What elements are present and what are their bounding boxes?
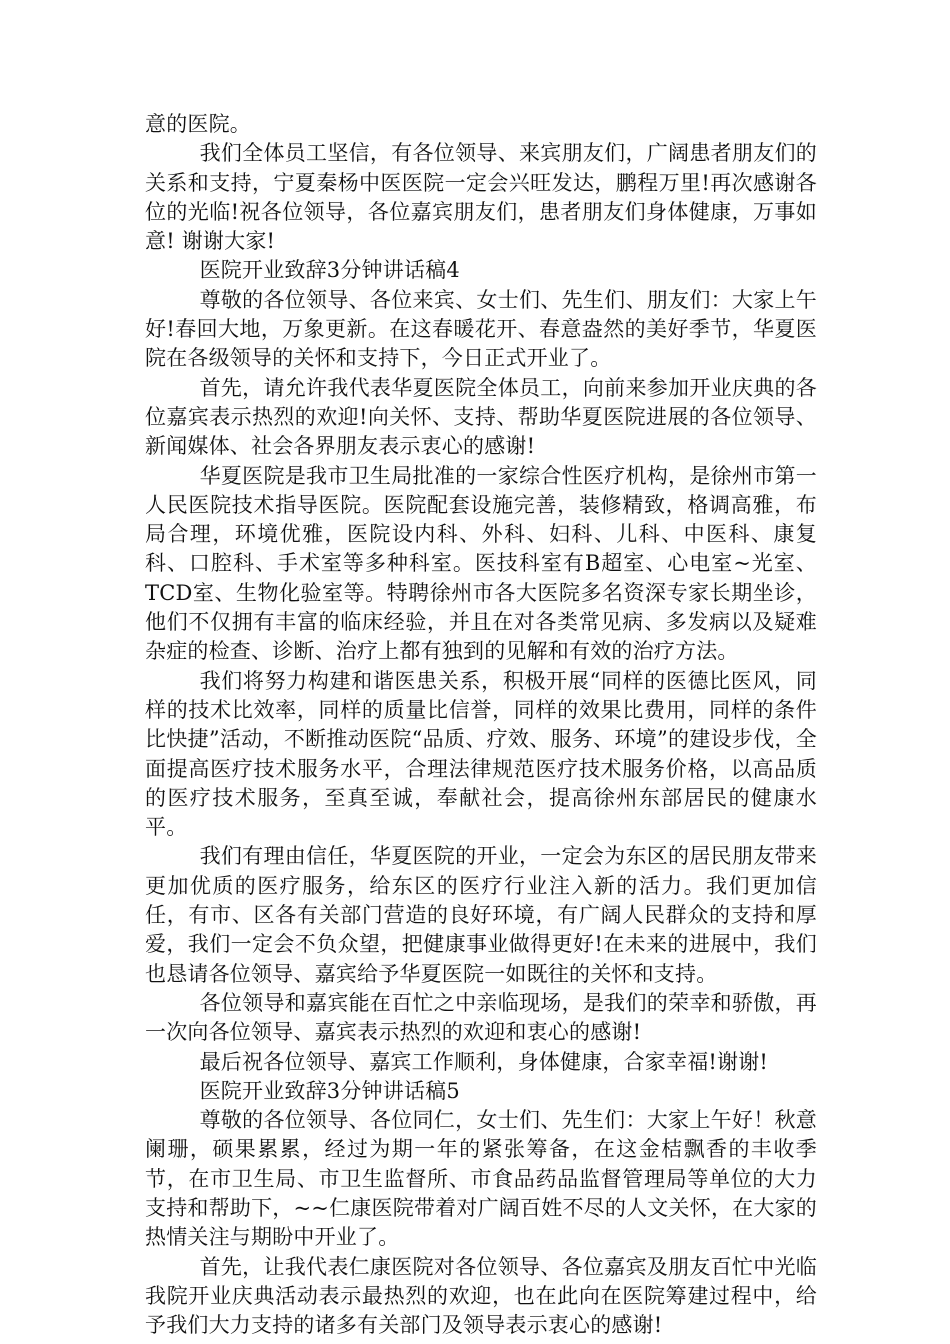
paragraph-greeting-5: 尊敬的各位领导、各位同仁，女士们、先生们：大家上午好！秋意阑珊，硕果累累，经过为期一年的紧张筹备，在这金桔飘香的丰收季节，在市卫生局、市卫生监督所、市食品药品监督管理局等单位的大力支持和帮助下，~~仁康医院带着对广阔百姓不尽的人文关怀，在大家的热情关注与期盼中开业了。 (145, 1108, 817, 1250)
section-heading-4: 医院开业致辞3分钟讲话稿4 (199, 258, 460, 283)
paragraph-confidence: 我们有理由信任，华夏医院的开业，一定会为东区的居民朋友带来更加优质的医疗服务，给东区的医疗行业注入新的活力。我们更加信任，有市、区各有关部门营造的良好环境，有广阔人民群众的支持和厚爱，我们一定会不负众望，把健康事业做得更好!在未来的进展中，我们也恳请各位领导、嘉宾给予华夏医院一如既往的关怀和支持。 (145, 844, 817, 986)
paragraph-closing-thanks: 我们全体员工坚信，有各位领导、来宾朋友们，广阔患者朋友们的关系和支持，宁夏秦杨中医医院一定会兴旺发达，鹏程万里!再次感谢各位的光临!祝各位领导，各位嘉宾朋友们，患者朋友们身体健康，万事如意! 谢谢大家! (145, 141, 817, 254)
paragraph-hospital-intro: 华夏医院是我市卫生局批准的一家综合性医疗机构，是徐州市第一人民医院技术指导医院。医院配套设施完善，装修精致，格调高雅，布局合理，环境优雅，医院设内科、外科、妇科、儿科、中医科、康复科、口腔科、手术室等多种科室。医技科室有B超室、心电室~光室、TCD室、生物化验室等。特聘徐州市各大医院多名资深专家长期坐诊，他们不仅拥有丰富的临床经验，并且在对各类常见病、多发病以及疑难杂症的检查、诊断、治疗上都有独到的见解和有效的治疗方法。 (145, 463, 817, 664)
paragraph-welcome-4: 首先，请允许我代表华夏医院全体员工，向前来参加开业庆典的各位嘉宾表示热烈的欢迎!向关怀、支持、帮助华夏医院进展的各位领导、新闻媒体、社会各界朋友表示衷心的感谢! (145, 375, 817, 459)
paragraph-continuation: 意的医院。 (145, 112, 251, 136)
paragraph-commitment: 我们将努力构建和谐医患关系，积极开展“同样的医德比医风，同样的技术比效率，同样的质量比信誉，同样的效果比费用，同样的条件比快捷”活动，不断推动医院“品质、疗效、服务、环境”的建设步伐，全面提高医疗技术服务水平，合理法律规范医疗技术服务价格，以高品质的医疗技术服务，至真至诚，奉献社会，提高徐州东部居民的健康水平。 (145, 668, 817, 840)
paragraph-gratitude: 各位领导和嘉宾能在百忙之中亲临现场，是我们的荣幸和骄傲，再一次向各位领导、嘉宾表示热烈的欢迎和衷心的感谢! (145, 990, 817, 1045)
paragraph-welcome-5: 首先，让我代表仁康医院对各位领导、各位嘉宾及朋友百忙中光临我院开业庆典活动表示最热烈的欢迎，也在此向在医院筹建过程中，给予我们大力支持的诸多有关部门及领导表示衷心的感谢! (145, 1254, 817, 1338)
document-body (145, 110, 817, 1340)
paragraph-final-wishes: 最后祝各位领导、嘉宾工作顺利，身体健康，合家幸福!谢谢! (199, 1049, 769, 1074)
section-heading-5: 医院开业致辞3分钟讲话稿5 (199, 1078, 460, 1103)
paragraph-greeting-4: 尊敬的各位领导、各位来宾、女士们、先生们、朋友们：大家上午好!春回大地，万象更新。在这春暖花开、春意盎然的美好季节，华夏医院在各级领导的关怀和支持下，今日正式开业了。 (145, 287, 817, 371)
